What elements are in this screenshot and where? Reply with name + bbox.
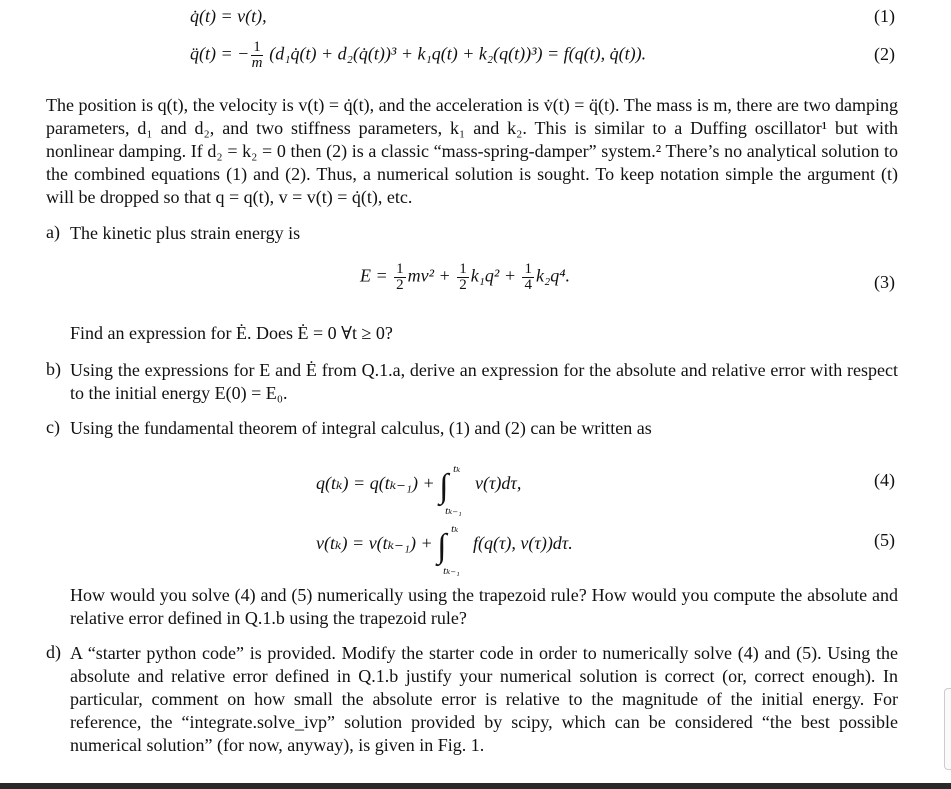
frac-c-num: 1 xyxy=(524,261,532,277)
item-a-label: a) xyxy=(46,222,60,242)
item-c-label: c) xyxy=(46,417,60,437)
equation-3-lhs: E = xyxy=(360,265,388,286)
equation-2-text xyxy=(190,40,646,71)
equation-5-number: (5) xyxy=(874,530,895,550)
equation-1 xyxy=(0,6,951,34)
equation-5-lhs: v(tₖ) = v(tₖ₋₁) + xyxy=(316,533,433,553)
bottom-bar xyxy=(0,783,951,789)
frac-b-den: 2 xyxy=(459,277,467,293)
equation-2-frac-den: m xyxy=(251,55,263,71)
equation-3-frac-a xyxy=(394,262,406,293)
item-c-text: Using the fundamental theorem of integral calculus, (1) and (2) can be written as xyxy=(70,418,652,438)
scroll-handle[interactable] xyxy=(944,688,951,770)
equation-3-term2: k₁q² + xyxy=(470,265,516,286)
equation-2-frac-num: 1 xyxy=(253,39,261,55)
equation-4 xyxy=(0,458,951,517)
item-c-followup: How would you solve (4) and (5) numerically using the trapezoid rule? How would you compute the absolute and relative error defined in Q.1.b using the trapezoid rule? xyxy=(70,585,898,628)
equation-4-lhs: q(tₖ) = q(tₖ₋₁) + xyxy=(316,473,435,493)
equation-1-text: q̇(t) = v(t), xyxy=(190,6,267,26)
equation-2-fraction xyxy=(251,40,263,71)
equation-2-rhs: (d₁q̇(t) + d₂(q̇(t))³ + k₁q(t) + k₂(q(t))³) = f(q(t), q̇(t)). xyxy=(269,43,647,64)
equation-3-frac-b xyxy=(457,262,469,293)
item-d-label: d) xyxy=(46,642,61,662)
item-a-text: The kinetic plus strain energy is xyxy=(70,223,301,243)
equation-3 xyxy=(0,260,951,304)
equation-3-term1: mv² + xyxy=(407,265,451,286)
equation-2-lhs: q̈(t) = − xyxy=(190,43,250,64)
equation-3-text xyxy=(360,262,570,293)
equation-4-text xyxy=(316,463,522,517)
equation-2 xyxy=(0,36,951,76)
frac-a-den: 2 xyxy=(396,277,404,293)
equation-3-term3: k₂q⁴. xyxy=(535,265,570,286)
equation-5-integrand: f(q(τ), v(τ))dτ. xyxy=(472,533,573,553)
integral-sign-5: ∫ tₖ tₖ₋₁ xyxy=(437,523,460,577)
equation-4-upper-limit: tₖ xyxy=(453,463,461,475)
integral-sign-4: ∫ tₖ tₖ₋₁ xyxy=(439,463,462,517)
equation-3-number: (3) xyxy=(874,272,895,292)
frac-a-num: 1 xyxy=(396,261,404,277)
equation-3-frac-c xyxy=(522,262,534,293)
equation-4-lower-limit: tₖ₋₁ xyxy=(445,505,462,517)
equation-4-integrand: v(τ)dτ, xyxy=(475,473,522,493)
equation-5 xyxy=(0,518,951,577)
item-b-label: b) xyxy=(46,359,61,379)
equation-5-text xyxy=(316,523,573,577)
equation-2-number: (2) xyxy=(874,44,895,64)
frac-c-den: 4 xyxy=(524,277,532,293)
equation-4-number: (4) xyxy=(874,470,895,490)
equation-5-upper-limit: tₖ xyxy=(451,523,459,535)
equation-1-number: (1) xyxy=(874,6,895,26)
intro-paragraph: The position is q(t), the velocity is v(t) = q̇(t), and the acceleration is v̇(t) = q̈(t). The mass is m, there are two damping parameters, d₁ and d₂, and two stiffness parameters, k₁ and k₂. This is similar to a Duffing oscillator¹ but with nonlinear damping. If d₂ = k₂ = 0 then (2) is a classic “mass-spring-damper” system.² There’s no analytical solution to the combined equations (1) and (2). Thus, a numerical solution is sought. To keep notation simple the argument (t) will be dropped so that q = q(t), v = v(t) = q̇(t), etc. xyxy=(46,95,898,207)
frac-b-num: 1 xyxy=(459,261,467,277)
item-a-followup: Find an expression for Ė. Does Ė = 0 ∀t ≥ 0? xyxy=(70,323,393,343)
item-d-text: A “starter python code” is provided. Modify the starter code in order to numerically solve (4) and (5). Using the absolute and relative error defined in Q.1.b justify your numerical solution is correct (or, correct enough). In particular, comment on how small the absolute error is relative to the magnitude of the initial energy. For reference, the “integrate.solve_ivp” solution provided by scipy, which can be considered “the best possible numerical solution” (for now, anyway), is given in Fig. 1. xyxy=(70,643,898,755)
equation-5-lower-limit: tₖ₋₁ xyxy=(443,565,460,577)
item-b-text: Using the expressions for E and Ė from Q.1.a, derive an expression for the absolute and relative error with respect to the initial energy E(0) = E₀. xyxy=(70,360,898,403)
